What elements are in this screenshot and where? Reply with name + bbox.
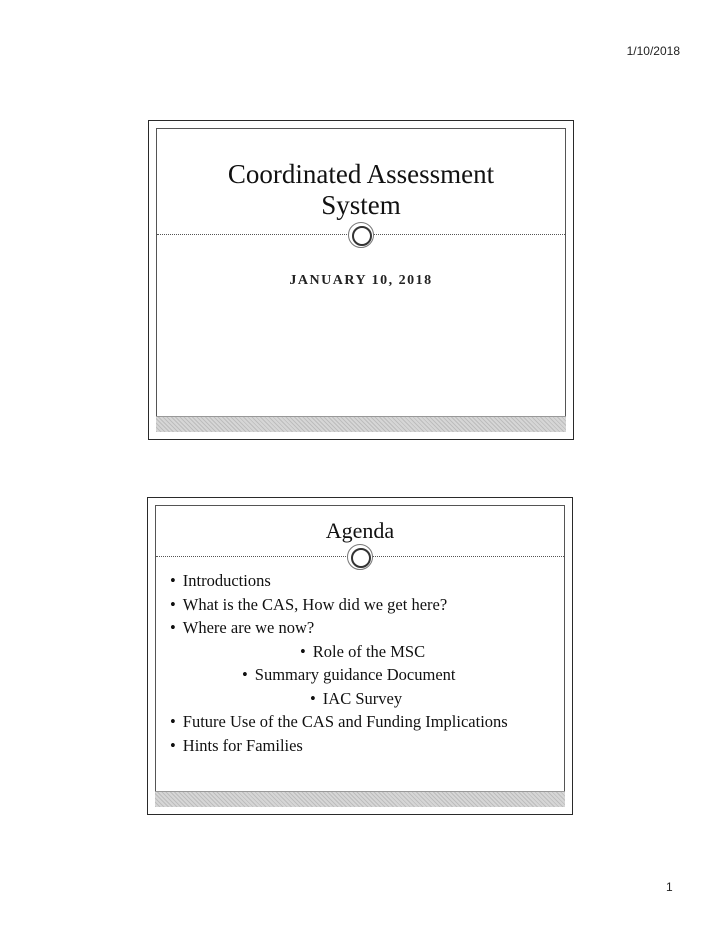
slide-footer-band xyxy=(155,791,565,807)
circle-ornament-icon xyxy=(347,544,373,570)
agenda-item-what-is-cas: • What is the CAS, How did we get here? xyxy=(170,593,558,617)
agenda-slide xyxy=(147,497,573,815)
slide-title xyxy=(149,159,573,221)
title-slide xyxy=(148,120,574,440)
agenda-item-hints-families: • Hints for Families xyxy=(170,734,558,758)
page-number: 1 xyxy=(666,880,673,894)
slide-title-line-1: Coordinated Assessment xyxy=(227,159,495,189)
agenda-item-summary-guidance: • Summary guidance Document xyxy=(170,663,558,687)
agenda-item-where-are-we: • Where are we now? xyxy=(170,616,558,640)
circle-ornament-icon xyxy=(348,222,374,248)
agenda-item-future-use: • Future Use of the CAS and Funding Implications xyxy=(170,710,558,734)
slide-footer-band xyxy=(156,416,566,432)
agenda-item-introductions: • Introductions xyxy=(170,569,558,593)
agenda-title: Agenda xyxy=(325,518,395,543)
slide-subtitle-date: JANUARY 10, 2018 xyxy=(289,273,433,288)
agenda-item-role-msc: • Role of the MSC xyxy=(170,640,558,664)
slide-title-line-2: System xyxy=(321,190,401,220)
agenda-list xyxy=(170,569,558,757)
page-date: 1/10/2018 xyxy=(626,44,680,58)
agenda-item-iac-survey: • IAC Survey xyxy=(170,687,558,711)
